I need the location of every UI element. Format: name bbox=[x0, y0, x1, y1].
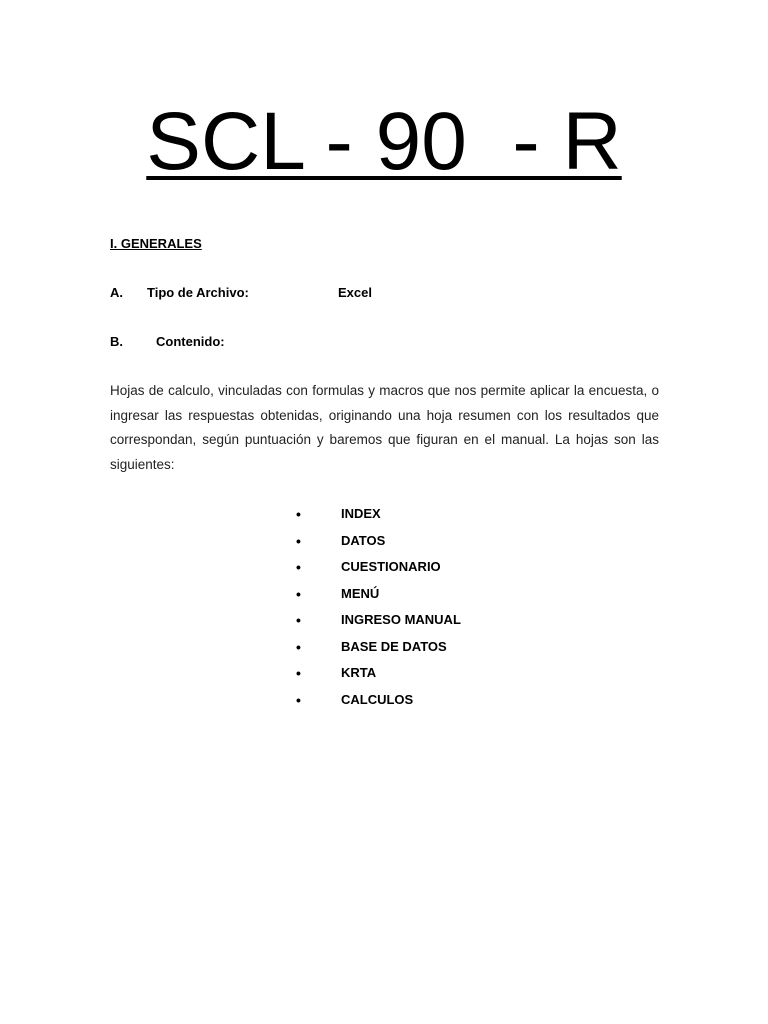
file-type-label: Tipo de Archivo: bbox=[147, 285, 249, 300]
file-type-marker: A. bbox=[110, 285, 123, 300]
bullet-icon: • bbox=[296, 585, 301, 602]
sheet-name: KRTA bbox=[341, 665, 377, 680]
sheet-name: DATOS bbox=[341, 532, 386, 548]
bullet-icon: • bbox=[296, 638, 301, 655]
bullet-icon: • bbox=[296, 665, 301, 681]
bullet-icon: • bbox=[296, 691, 301, 708]
section-heading: I. GENERALES bbox=[110, 236, 202, 251]
content-marker: B. bbox=[110, 334, 123, 349]
bullet-icon: • bbox=[296, 532, 301, 549]
content-description: Hojas de calculo, vinculadas con formulas y macros que nos permite aplicar la encuesta, o ingresar las respuestas obtenidas, originando una hoja resumen con los resultados que correspondan, según puntuación y baremos que figuran en el manual. La hojas son las siguientes: bbox=[110, 383, 659, 472]
sheet-name: BASE DE DATOS bbox=[341, 638, 447, 654]
sheet-name: CUESTIONARIO bbox=[341, 559, 441, 574]
sheet-name: MENÚ bbox=[341, 585, 380, 601]
document-title-text: SCL - 90 - R bbox=[146, 96, 622, 187]
sheet-name: CALCULOS bbox=[341, 691, 414, 707]
bullet-icon: • bbox=[296, 559, 301, 575]
document-title bbox=[0, 92, 768, 192]
file-type-value: Excel bbox=[338, 285, 372, 300]
content-label: Contenido: bbox=[156, 334, 225, 349]
bullet-icon: • bbox=[296, 612, 301, 628]
sheet-name: INGRESO MANUAL bbox=[341, 612, 461, 627]
sheet-name: INDEX bbox=[341, 506, 381, 521]
bullet-icon: • bbox=[296, 506, 301, 522]
